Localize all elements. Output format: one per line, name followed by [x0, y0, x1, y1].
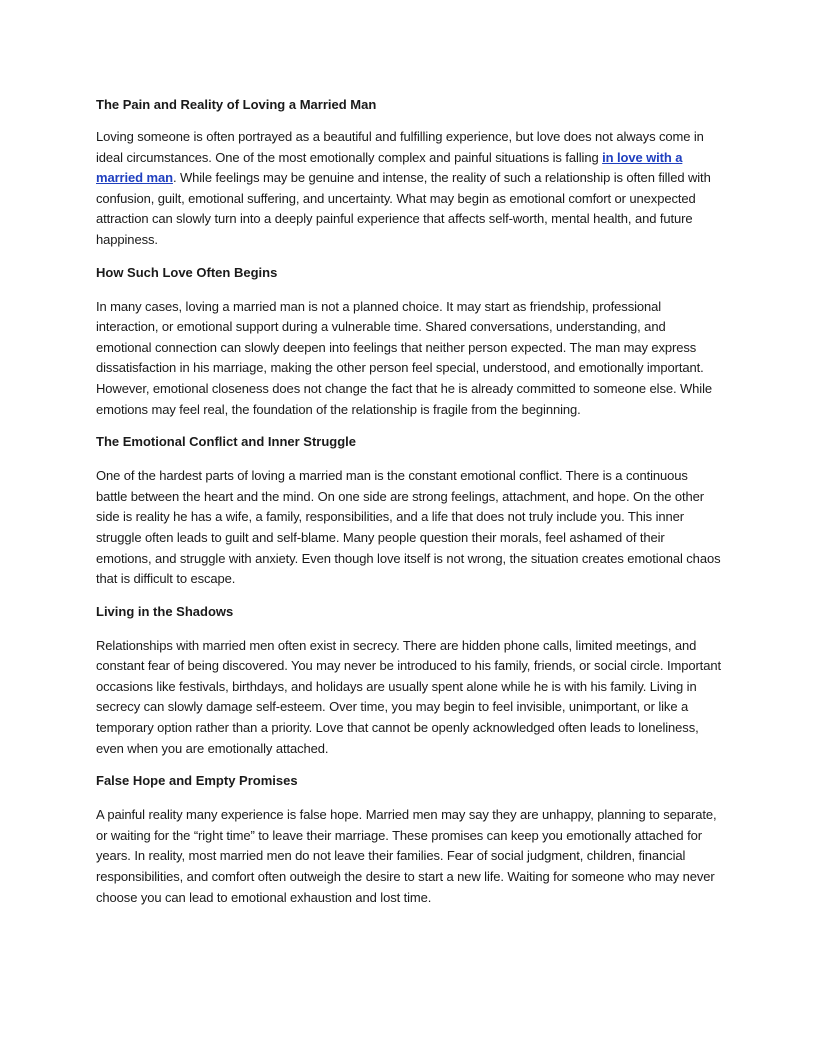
section-heading: How Such Love Often Begins: [96, 264, 278, 280]
section-heading: Living in the Shadows: [96, 603, 234, 619]
section-paragraph: One of the hardest parts of loving a married man is the constant emotional conflict. There is a continuous battle between the heart and the mind. On one side are strong feelings, attachment, and hope. On the other side is reality he has a wife, a family, responsibilities, and a life that does not truly include you. This inner struggle often leads to guilt and self-blame. Many people question their morals, feel ashamed of their emotions, and struggle with anxiety. Even though love itself is not wrong, the situation creates emotional chaos that is difficult to escape.: [96, 468, 721, 587]
document-page: [96, 96, 722, 921]
intro-text-after-link: . While feelings may be genuine and intense, the reality of such a relationship is often filled with confusion, guilt, emotional suffering, and uncertainty. What may begin as emotional comfort or unexpected attraction can slowly turn into a deeply painful experience that affects self-worth, mental health, and future happiness.: [96, 170, 711, 247]
section-paragraph: A painful reality many experience is false hope. Married men may say they are unhappy, planning to separate, or waiting for the “right time” to leave their marriage. These promises can keep you emotionally attached for years. In reality, most married men do not leave their families. Fear of social judgment, children, financial responsibilities, and comfort often outweigh the desire to start a new life. Waiting for someone who may never choose you can lead to emotional exhaustion and lost time.: [96, 807, 717, 905]
intro-paragraph: [96, 127, 722, 251]
section-paragraph: Relationships with married men often exist in secrecy. There are hidden phone calls, limited meetings, and constant fear of being discovered. You may never be introduced to his family, friends, or social circle. Important occasions like festivals, birthdays, and holidays are usually spent alone while he is with his family. Living in secrecy can slowly damage self-esteem. Over time, you may begin to feel invisible, unimportant, or like a temporary option rather than a priority. Love that cannot be openly acknowledged often leads to loneliness, even when you are emotionally attached.: [96, 637, 721, 756]
section-paragraph: In many cases, loving a married man is not a planned choice. It may start as friendship, professional interaction, or emotional support during a vulnerable time. Shared conversations, understanding, and emotional connection can slowly deepen into feelings that neither person expected. The man may express dissatisfaction in his marriage, making the other person feel special, understood, and emotionally important. However, emotional closeness does not change the fact that he is already committed to someone else. While emotions may feel real, the foundation of the relationship is fragile from the beginning.: [96, 298, 713, 417]
intro-text-before-link: Loving someone is often portrayed as a beautiful and fulfilling experience, but love does not always come in ideal circumstances. One of the most emotionally complex and painful situations is falling: [96, 129, 704, 165]
document-title: The Pain and Reality of Loving a Married Man: [96, 97, 377, 112]
married-man-link[interactable]: in love with a married man: [96, 149, 683, 186]
section-heading: The Emotional Conflict and Inner Struggle: [96, 434, 357, 450]
section-heading: False Hope and Empty Promises: [96, 773, 298, 789]
